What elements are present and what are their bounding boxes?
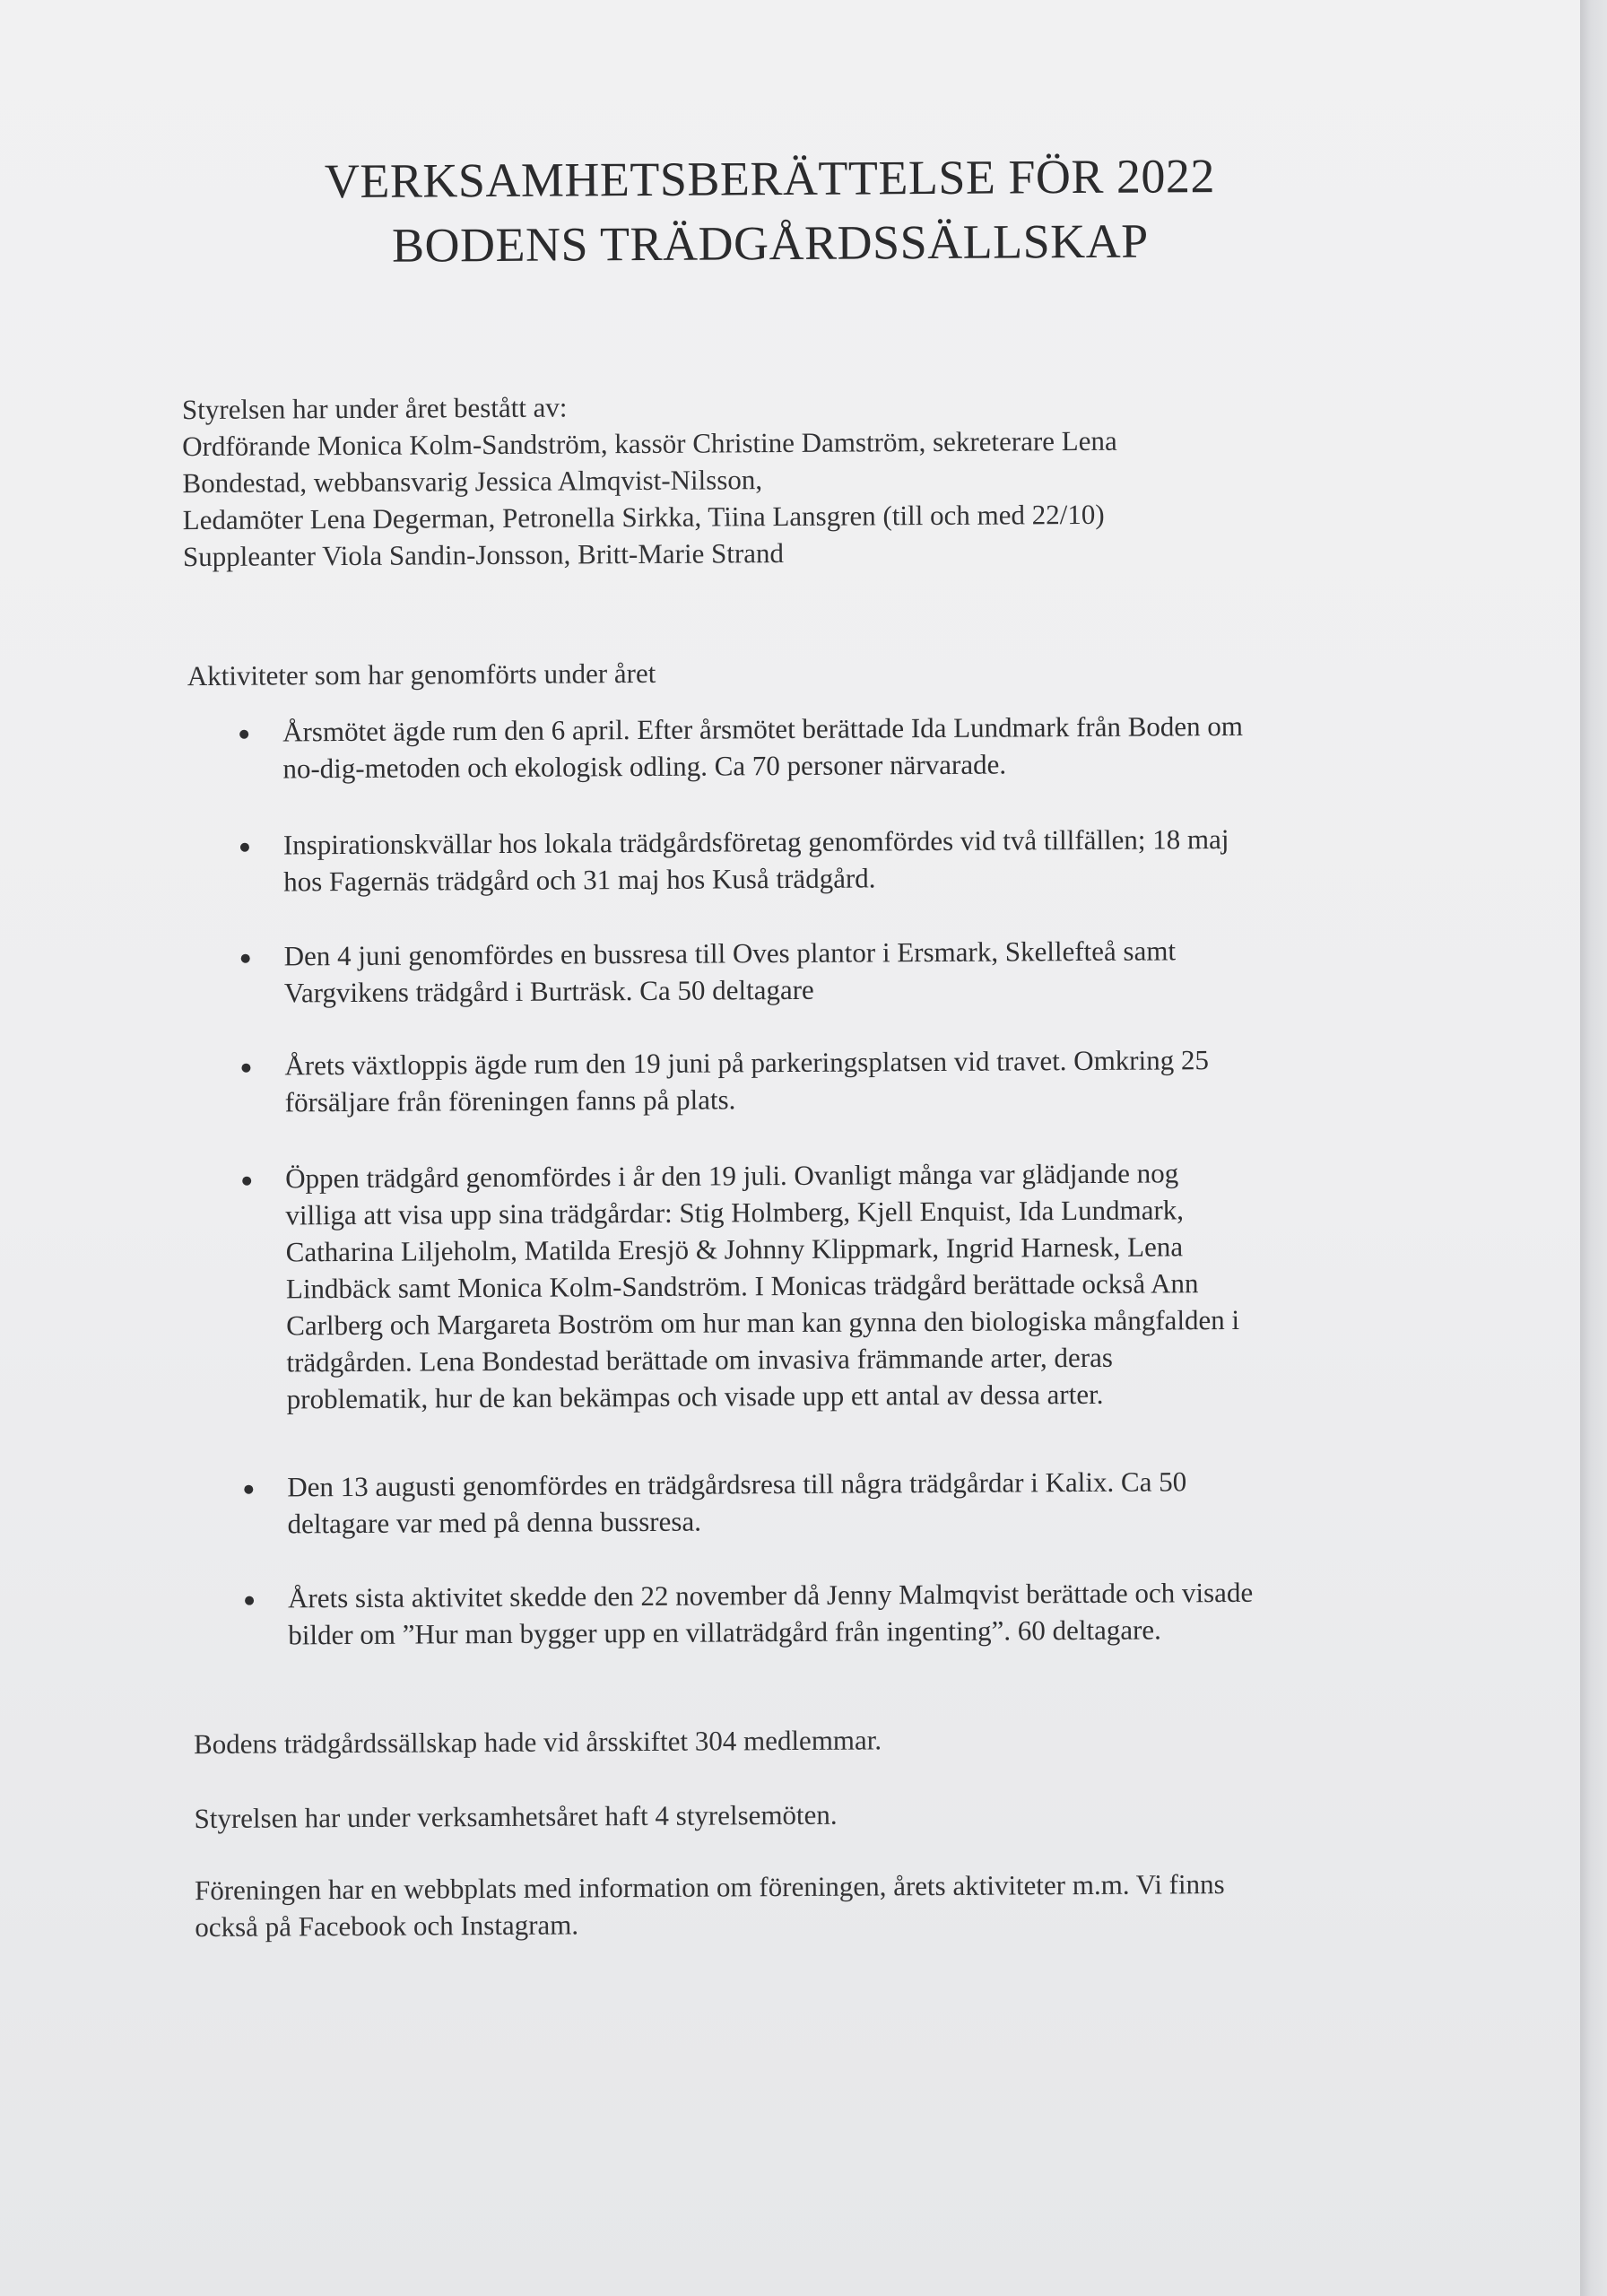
activity-text — [284, 931, 1441, 1012]
activity-line: Den 4 juni genomfördes en bussresa till Oves plantor i Ersmark, Skellefteå samt — [283, 935, 1177, 972]
activity-line: Den 13 augusti genomfördes en trädgårdsresa till några trädgårdar i Kalix. Ca 50 — [287, 1465, 1187, 1503]
document-title-line-1: VERKSAMHETSBERÄTTELSE FÖR 2022 — [324, 149, 1216, 209]
activity-line: Inspirationskvällar hos lokala trädgårdsföretag genomfördes vid två tillfällen; 18 maj — [282, 822, 1229, 861]
activity-line: försäljare från föreningen fanns på plats. — [284, 1083, 736, 1118]
board-line: Styrelsen har under året bestått av: — [181, 391, 568, 426]
activity-text — [287, 1462, 1444, 1543]
activity-item — [234, 931, 1436, 1009]
activity-line: villiga att visa upp sina trädgårdar: Stig Holmberg, Kjell Enquist, Ida Lundmark, — [285, 1194, 1185, 1231]
activity-line: Årets sista aktivitet skedde den 22 november då Jenny Malmqvist berättade och visade — [287, 1576, 1254, 1614]
members-count-text: Bodens trädgårdssällskap hade vid årsskiftet 304 medlemmar. — [193, 1724, 882, 1761]
activity-text — [288, 1573, 1445, 1654]
bullet-icon — [241, 954, 250, 963]
activity-line: hos Fagernäs trädgård och 31 maj hos Kuså trädgård. — [283, 862, 876, 898]
activity-item — [232, 707, 1434, 785]
activity-line: problematik, hur de kan bekämpas och visade upp ett antal av dessa arter. — [286, 1378, 1104, 1415]
activity-item — [238, 1573, 1439, 1651]
activity-line: Årsmötet ägde rum den 6 april. Efter årsmötet berättade Ida Lundmark från Boden om — [282, 709, 1244, 748]
bullet-icon — [242, 1177, 251, 1186]
activity-item — [235, 1153, 1437, 1415]
activity-line: trädgården. Lena Bondestad berättade om invasiva främmande arter, deras — [286, 1341, 1114, 1378]
activity-line: Lindbäck samt Monica Kolm-Sandström. I Monicas trädgård berättade också Ann — [285, 1267, 1199, 1305]
website-line: också på Facebook och Instagram. — [195, 1909, 579, 1944]
activity-line: Årets växtloppis ägde rum den 19 juni på parkeringsplatsen vid travet. Omkring 25 — [284, 1044, 1210, 1082]
activity-line: Catharina Liljeholm, Matilda Eresjö & Johnny Klippmark, Ingrid Harnesk, Lena — [285, 1231, 1184, 1268]
activity-line: bilder om ”Hur man bygger upp en villaträdgård från ingenting”. 60 deltagare. — [288, 1613, 1161, 1651]
activity-item — [233, 820, 1435, 898]
website-line: Föreningen har en webbplats med information om föreningen, årets aktiviteter m.m. Vi finns — [194, 1868, 1225, 1907]
website-info-paragraph — [195, 1866, 1225, 1945]
activity-line: no-dig-metoden och ekologisk odling. Ca 70 personer närvarade. — [282, 748, 1007, 785]
activity-line: Carlberg och Margareta Boström om hur man kan gynna den biologiska mångfalden i — [286, 1303, 1240, 1342]
bullet-icon — [241, 1064, 250, 1073]
board-line: Bondestad, webbansvarig Jessica Almqvist-Nilsson, — [182, 464, 763, 500]
bullet-icon — [245, 1596, 254, 1605]
activity-text — [282, 707, 1439, 787]
activity-line: deltagare var med på denna bussresa. — [287, 1505, 702, 1540]
board-line: Suppleanter Viola Sandin-Jonsson, Britt-Marie Strand — [182, 537, 785, 573]
board-meetings-text: Styrelsen har under verksamhetsåret haft 4 styrelsemöten. — [194, 1798, 838, 1835]
activity-item — [234, 1040, 1436, 1118]
bullet-icon — [239, 730, 248, 739]
bullet-icon — [244, 1485, 253, 1494]
activity-text — [285, 1153, 1444, 1418]
board-line: Ledamöter Lena Degerman, Petronella Sirkka, Tiina Lansgren (till och med 22/10) — [182, 498, 1105, 536]
activity-line: Vargvikens trädgård i Burträsk. Ca 50 deltagare — [283, 973, 814, 1009]
activity-item — [237, 1462, 1438, 1540]
bullet-icon — [240, 843, 249, 852]
activity-text — [283, 820, 1440, 900]
document-title-line-2: BODENS TRÄDGÅRDSSÄLLSKAP — [391, 213, 1149, 273]
activities-heading: Aktiviteter som har genomförts under året — [187, 657, 656, 692]
activity-text — [284, 1040, 1441, 1121]
board-line: Ordförande Monica Kolm-Sandström, kassör Christine Damström, sekreterare Lena — [182, 424, 1117, 463]
activity-line: Öppen trädgård genomfördes i år den 19 juli. Ovanligt många var glädjande nog — [285, 1157, 1179, 1195]
